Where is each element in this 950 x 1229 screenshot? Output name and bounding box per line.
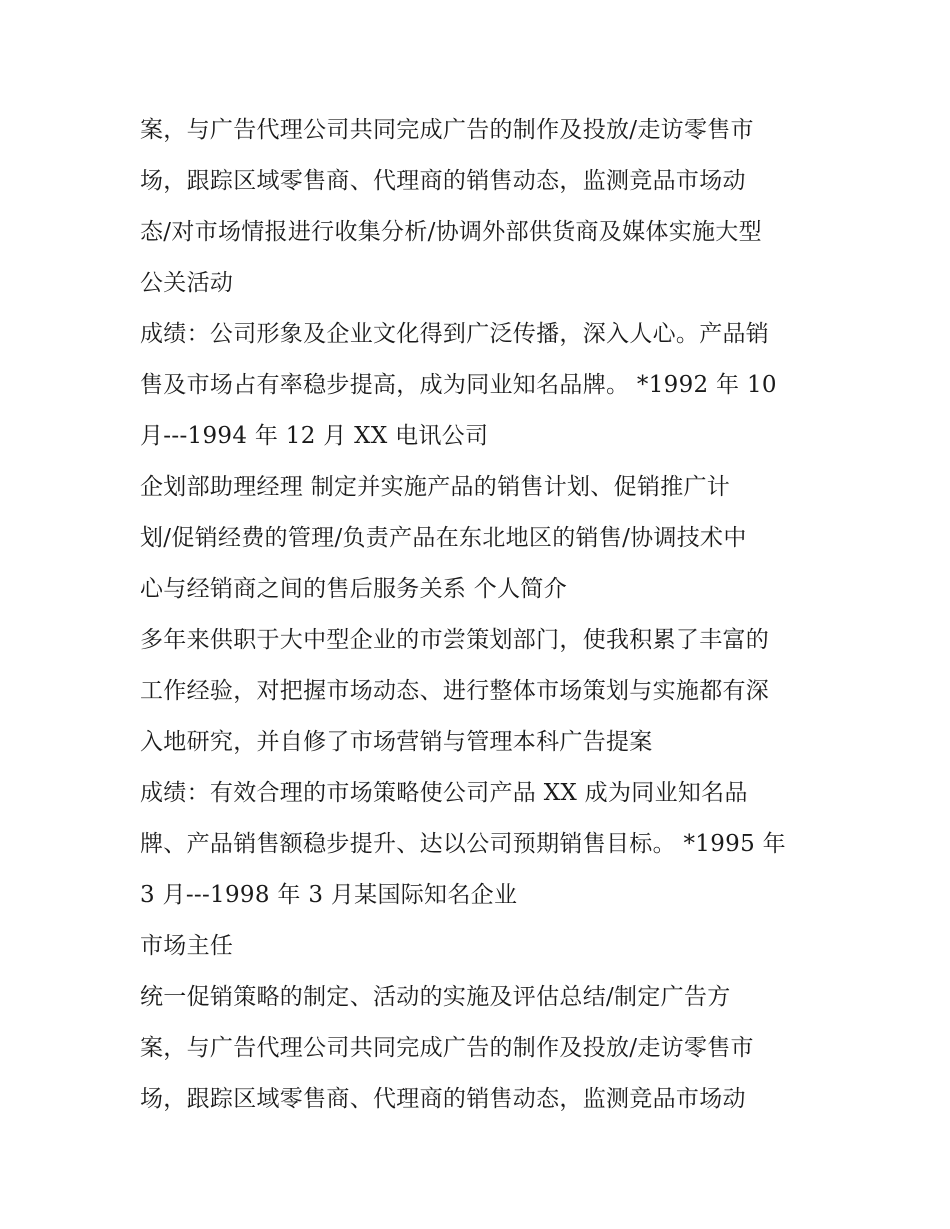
text-line: 工作经验，对把握市场动态、进行整体市场策划与实施都有深 — [140, 678, 770, 704]
text-line: 态/对市场情报进行收集分析/协调外部供货商及媒体实施大型 — [140, 219, 762, 245]
text-line: 心与经销商之间的售后服务关系 个人简介 — [140, 576, 568, 602]
text-line: 公关活动 — [140, 270, 234, 296]
text-line: 场，跟踪区域零售商、代理商的销售动态，监测竞品市场动 — [140, 1086, 746, 1112]
text-line: 售及市场占有率稳步提高，成为同业知名品牌。 *1992 年 10 — [140, 372, 777, 398]
text-line: 月---1994 年 12 月 XX 电讯公司 — [140, 423, 489, 449]
text-line: 案，与广告代理公司共同完成广告的制作及投放/走访零售市 — [140, 117, 754, 143]
text-line: 统一促销策略的制定、活动的实施及评估总结/制定广告方 — [140, 984, 731, 1010]
text-line: 场，跟踪区域零售商、代理商的销售动态，监测竞品市场动 — [140, 168, 746, 194]
text-line: 入地研究，并自修了市场营销与管理本科广告提案 — [140, 729, 653, 755]
text-line: 成绩：公司形象及企业文化得到广泛传播，深入人心。产品销 — [140, 321, 770, 347]
text-line: 成绩：有效合理的市场策略使公司产品 XX 成为同业知名品 — [140, 780, 748, 806]
text-line: 多年来供职于大中型企业的市尝策划部门，使我积累了丰富的 — [140, 627, 770, 653]
text-line: 市场主任 — [140, 933, 234, 959]
text-line: 划/促销经费的管理/负责产品在东北地区的销售/协调技术中 — [140, 525, 747, 551]
document-body — [140, 105, 830, 1125]
text-line: 牌、产品销售额稳步提升、达以公司预期销售目标。 *1995 年 — [140, 831, 786, 857]
text-line: 企划部助理经理 制定并实施产品的销售计划、促销推广计 — [140, 474, 731, 500]
text-line: 3 月---1998 年 3 月某国际知名企业 — [140, 882, 518, 908]
text-line: 案，与广告代理公司共同完成广告的制作及投放/走访零售市 — [140, 1035, 754, 1061]
